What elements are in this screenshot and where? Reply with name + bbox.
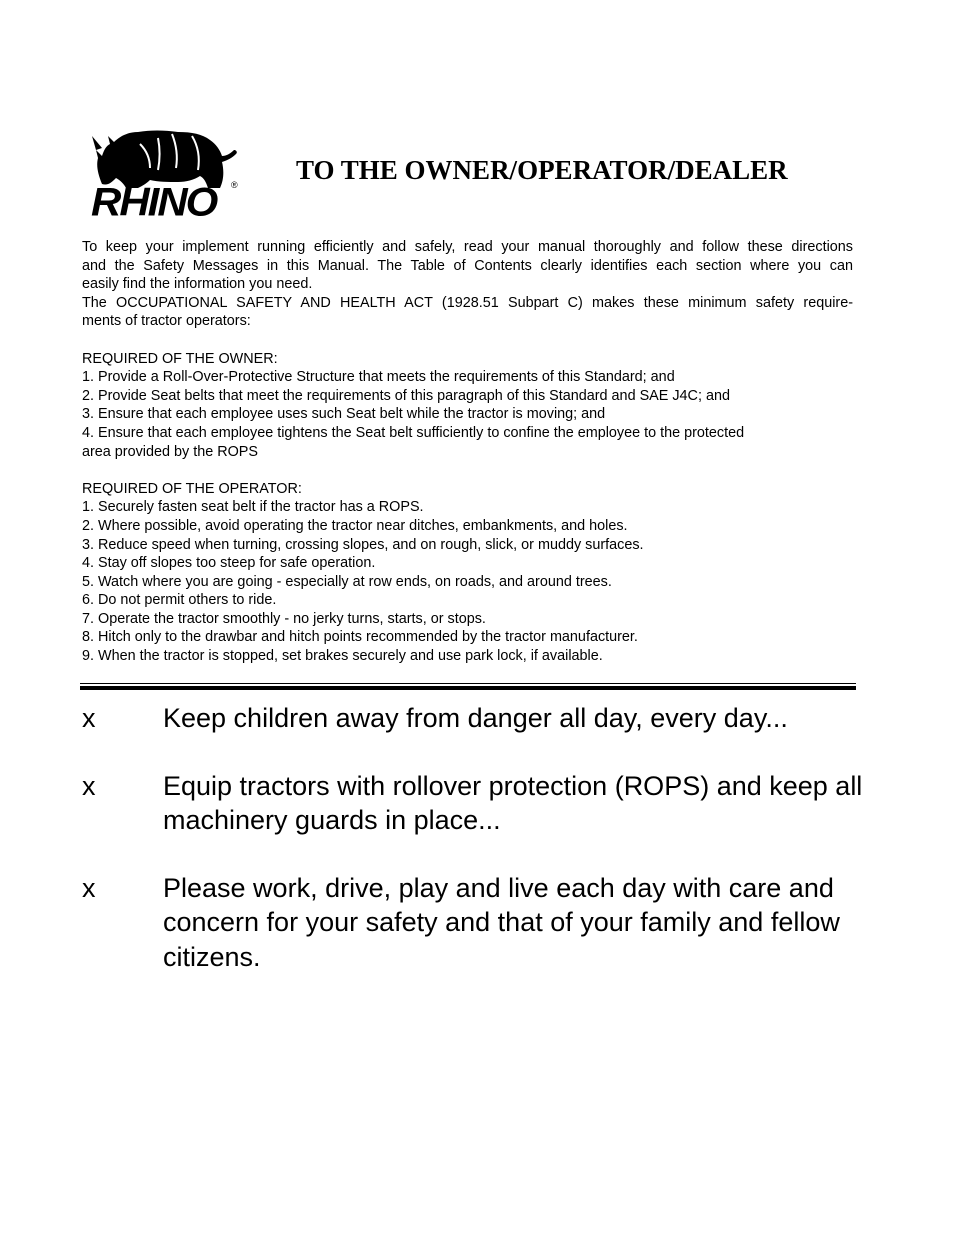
rhino-wordmark: RHINO (91, 179, 217, 224)
safety-bullet (82, 701, 872, 736)
bullet-text: Keep children away from danger all day, every day... (163, 703, 788, 733)
divider-thick (80, 686, 856, 690)
owner-item: 3. Ensure that each employee uses such Seat belt while the tractor is moving; and (82, 406, 606, 423)
bullet-text: Please work, drive, play and live each day with care and concern for your safety and that of your family and fellow citizens. (163, 872, 840, 972)
page-title: TO THE OWNER/OPERATOR/DEALER (296, 155, 788, 185)
operator-item: 1. Securely fasten seat belt if the tractor has a ROPS. (82, 499, 424, 516)
operator-heading: REQUIRED OF THE OPERATOR: (82, 480, 302, 497)
safety-bullets (82, 701, 872, 1008)
owner-item: 4. Ensure that each employee tightens the Seat belt sufficiently to confine the employee to the protected (82, 424, 745, 441)
osha-line: ments of tractor operators: (82, 313, 251, 330)
intro-line: easily find the information you need. (82, 276, 313, 293)
operator-item: 9. When the tractor is stopped, set brakes securely and use park lock, if available. (82, 648, 603, 665)
osha-line: The OCCUPATIONAL SAFETY AND HEALTH ACT (1928.51 Subpart C) makes these minimum safety require- (82, 294, 853, 311)
rhino-logo (88, 124, 244, 222)
bullet-mark: x (82, 872, 96, 903)
operator-item: 6. Do not permit others to ride. (82, 592, 277, 609)
owner-heading: REQUIRED OF THE OWNER: (82, 350, 278, 367)
owner-item: area provided by the ROPS (82, 443, 258, 460)
bullet-text: Equip tractors with rollover protection (ROPS) and keep all machinery guards in place... (163, 770, 863, 836)
owner-item: 2. Provide Seat belts that meet the requirements of this paragraph of this Standard and SAE J4C; and (82, 387, 730, 404)
bullet-mark: x (82, 770, 96, 801)
registered-mark: ® (231, 180, 238, 190)
operator-item: 2. Where possible, avoid operating the tractor near ditches, embankments, and holes. (82, 517, 628, 534)
spacer (82, 461, 853, 480)
bullet-mark: x (82, 703, 96, 733)
spacer (82, 331, 853, 350)
operator-item: 8. Hitch only to the drawbar and hitch points recommended by the tractor manufacturer. (82, 629, 638, 646)
owner-item: 1. Provide a Roll-Over-Protective Structure that meets the requirements of this Standard; and (82, 369, 675, 386)
operator-item: 5. Watch where you are going - especially at row ends, on roads, and around trees. (82, 573, 612, 590)
safety-bullet (82, 769, 872, 838)
safety-bullet (82, 871, 872, 975)
body-text (82, 238, 853, 666)
operator-item: 4. Stay off slopes too steep for safe operation. (82, 555, 376, 572)
operator-item: 7. Operate the tractor smoothly - no jerky turns, starts, or stops. (82, 610, 486, 627)
intro-line: and the Safety Messages in this Manual. The Table of Contents clearly identifies each section where you can (82, 257, 853, 274)
operator-item: 3. Reduce speed when turning, crossing slopes, and on rough, slick, or muddy surfaces. (82, 536, 644, 553)
intro-line: To keep your implement running efficiently and safely, read your manual thoroughly and follow these directions (82, 239, 853, 255)
divider-thin (80, 683, 856, 684)
